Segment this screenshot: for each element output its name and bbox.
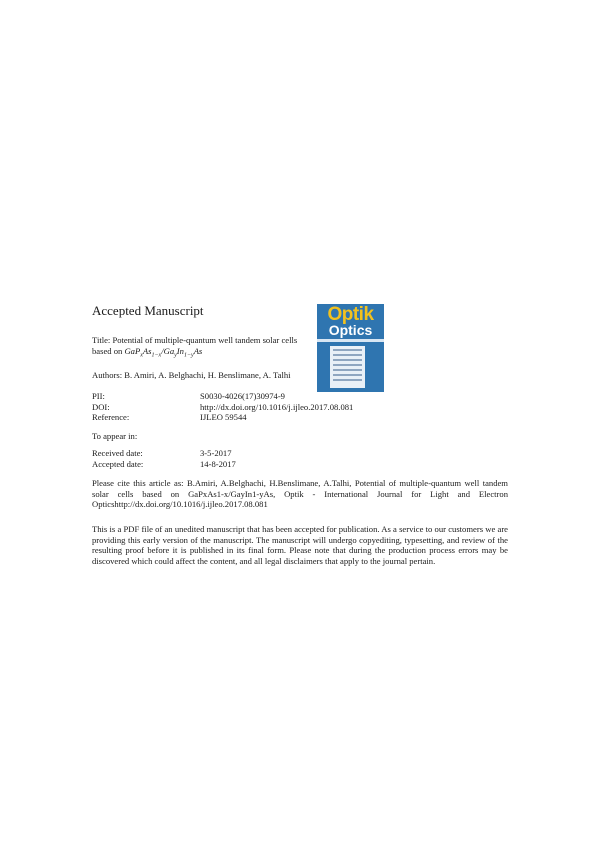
pii-row — [92, 391, 353, 402]
accepted-label: Accepted date: — [92, 458, 144, 469]
to-appear-in: To appear in: — [92, 431, 138, 441]
manuscript-metadata — [92, 391, 353, 423]
received-label: Received date: — [92, 448, 143, 458]
dates — [92, 448, 236, 469]
pii-value: S0030-4026(17)30974-9 — [200, 391, 285, 401]
pii-label: PII: — [92, 391, 105, 401]
doi-row — [92, 402, 353, 413]
disclaimer-paragraph: This is a PDF file of an unedited manuscript that has been accepted for publication. As a service to our customers we are providing this early version of the manuscript. The manuscript will undergo copyediting, typesetting, and review of the resulting proof before it is published in its final form. Please note that during the production process errors may be discovered which could affect the content, and all legal disclaimers that apply to the journal pertain. — [92, 524, 508, 566]
title-label: Title: — [92, 335, 111, 345]
citation-paragraph: Please cite this article as: B.Amiri, A.Belghachi, H.Benslimane, A.Talhi, Potential of multiple-quantum well tandem solar cells based on GaPxAs1-x/GayIn1-yAs, Optik - International Journal for Light and Electron Opticshttp://dx.doi.org/10.1016/j.ijleo.2017.08.081 — [92, 478, 508, 510]
reference-value: IJLEO 59544 — [200, 412, 247, 423]
journal-cover-image — [317, 304, 384, 392]
received-row — [92, 448, 236, 459]
reference-row — [92, 412, 353, 423]
accepted-value: 14-8-2017 — [200, 458, 236, 469]
page-title: Accepted Manuscript — [92, 303, 204, 318]
cover-band — [317, 339, 384, 342]
reference-label: Reference: — [92, 412, 130, 423]
cover-contents-panel — [330, 346, 365, 388]
title-block — [92, 335, 307, 361]
received-value: 3-5-2017 — [200, 448, 232, 458]
accepted-row — [92, 459, 236, 470]
doi-link[interactable]: http://dx.doi.org/10.1016/j.ijleo.2017.08.081 — [200, 401, 354, 412]
cover-brand: Optik — [327, 304, 374, 325]
title-text: Potential of multiple-quantum well tandem solar cells based on — [92, 335, 298, 356]
authors: Authors: B. Amiri, A. Belghachi, H. Benslimane, A. Talhi — [92, 370, 291, 380]
cover-subtitle: Optics — [328, 322, 373, 338]
doi-label: DOI: — [92, 401, 110, 412]
title-formula: $GaP_xAs_{1-x}/Ga_yIn_{1-y}As$ — [124, 345, 203, 359]
